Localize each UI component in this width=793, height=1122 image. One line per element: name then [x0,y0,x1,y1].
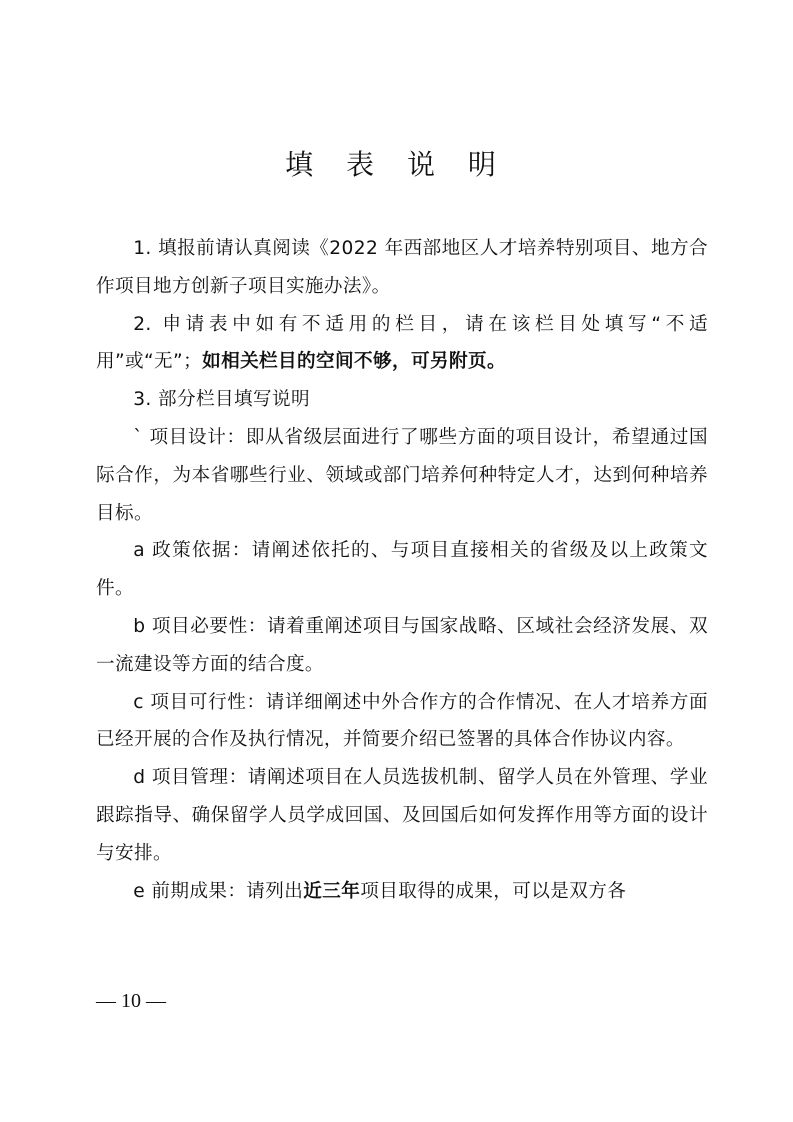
paragraph-prior-results-text-a: e 前期成果：请列出 [133,880,304,902]
paragraph-2-text: 2. 申请表中如有不适用的栏目，请在该栏目处填写“不适用”或“无”； [96,313,708,373]
paragraph-project-design: ` 项目设计：即从省级层面进行了哪些方面的项目设计，希望通过国际合作，为本省哪些行业、领域或部门培养何种特定人才，达到何种培养目标。 [96,426,708,524]
paragraph-prior-results-bold: 近三年 [303,880,361,902]
paragraph-3: 3. 部分栏目填写说明 [133,389,310,411]
page-number: — 10 — [96,990,166,1012]
paragraph-2-bold-text: 如相关栏目的空间不够，可另附页。 [202,351,506,373]
paragraph-policy-basis: a 政策依据：请阐述依托的、与项目直接相关的省级及以上政策文件。 [96,540,708,600]
paragraph-prior-results [96,873,708,911]
paragraph-1: 1. 填报前请认真阅读《2022 年西部地区人才培养特别项目、地方合作项目地方创新子项目实施办法》。 [96,238,708,297]
paragraph-prior-results-text-b: 项目取得的成果，可以是双方各 [360,880,627,902]
paragraph-feasibility: c 项目可行性：请详细阐述中外合作方的合作情况、在人才培养方面已经开展的合作及执行情况，并简要介绍已签署的具体合作协议内容。 [96,691,708,751]
paragraph-necessity: b 项目必要性：请着重阐述项目与国家战略、区域社会经济发展、双一流建设等方面的结合度。 [96,615,708,675]
instructions-body [96,230,708,910]
paragraph-2 [96,306,708,382]
paragraph-management: d 项目管理：请阐述项目在人员选拔机制、留学人员在外管理、学业跟踪指导、确保留学人员学成回国、及回国后如何发挥作用等方面的设计与安排。 [96,767,708,864]
page-title: 填 表 说 明 [285,148,508,181]
